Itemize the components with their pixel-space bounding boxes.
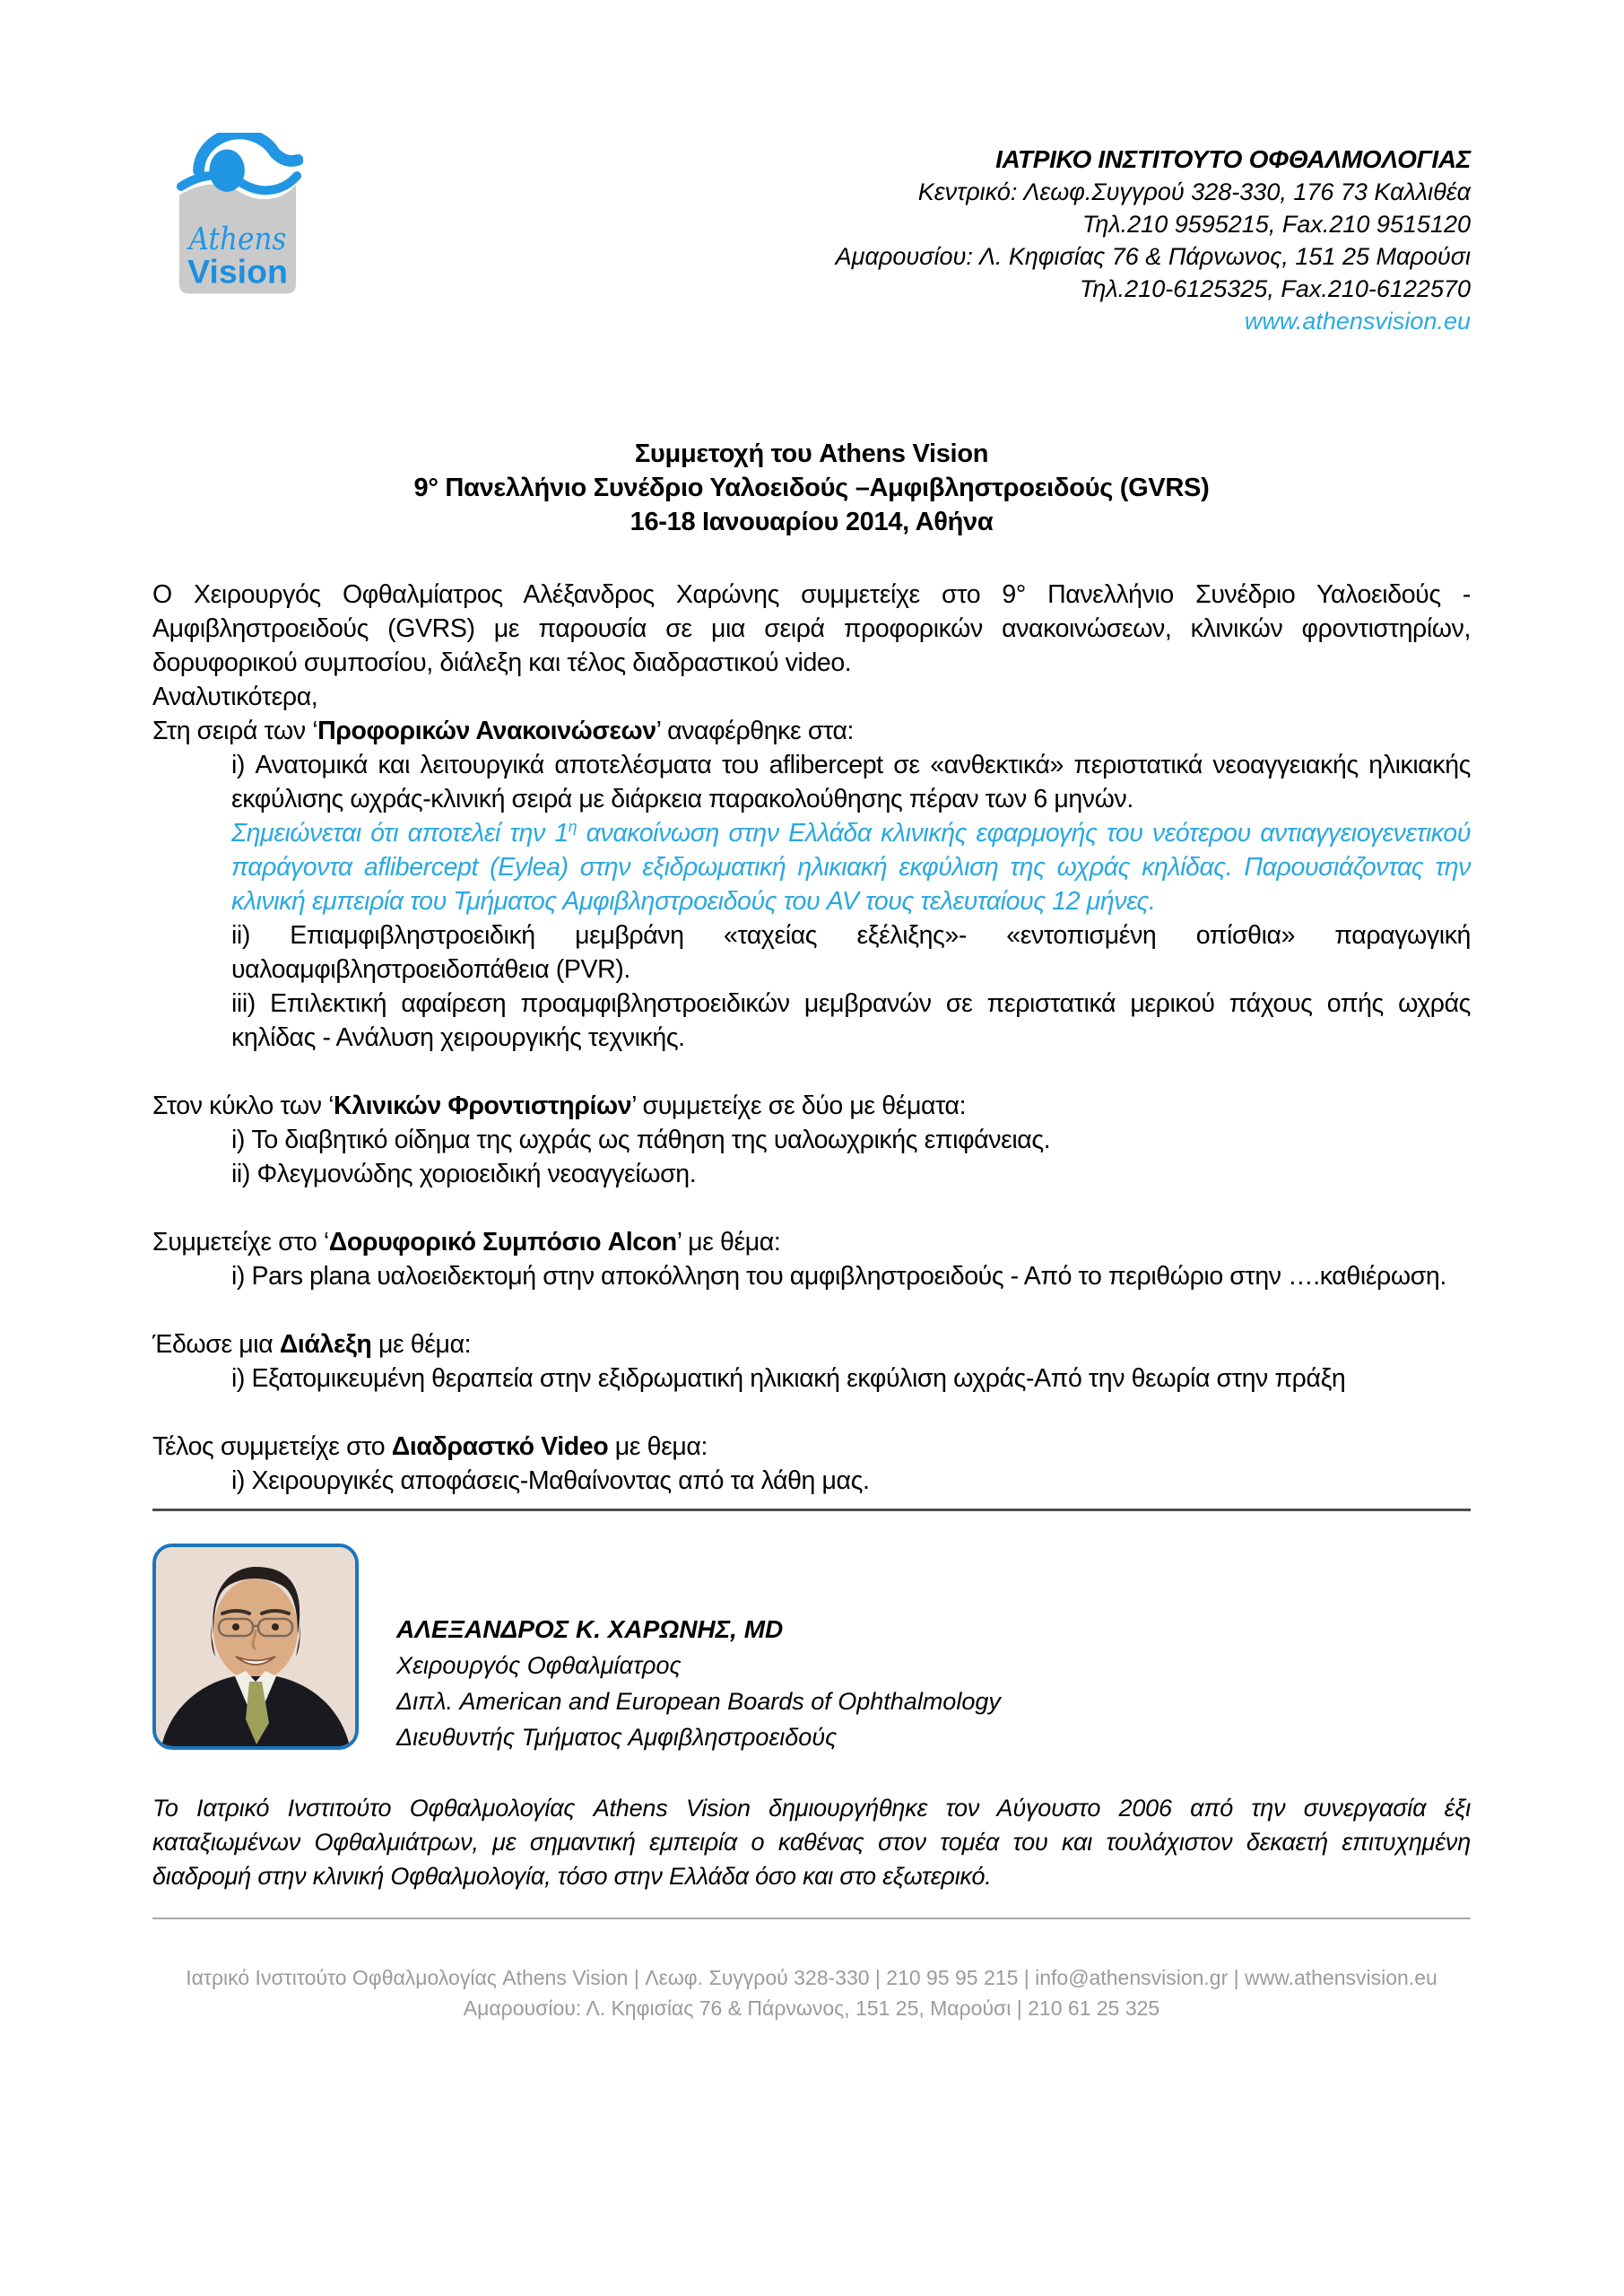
symposium-heading-prefix: Συμμετείχε στο ‘ bbox=[152, 1228, 329, 1257]
letterhead bbox=[0, 0, 1624, 350]
workshops-heading-bold: Κλινικών Φροντιστηρίων bbox=[334, 1091, 632, 1120]
oral-item-1: i) Ανατομικά και λειτουργικά αποτελέσματα του aflibercept σε «ανθεκτικά» περιστατικά νεοαγγειακής ηλικιακής εκφύλισης ωχράς-κλινική σειρά με διάρκεια παρακολούθησης πέραν των 6 μηνών. bbox=[231, 751, 1471, 813]
letterhead-contact-block bbox=[152, 144, 1471, 337]
divider-top bbox=[152, 1509, 1471, 1511]
section-clinical-workshops bbox=[152, 1089, 1471, 1191]
athens-vision-logo bbox=[170, 133, 303, 298]
lecture-heading bbox=[152, 1327, 1471, 1361]
marousi-address: Αμαρουσίου: Λ. Κηφισίας 76 & Πάρνωνος, 151 25 Μαρούσι bbox=[835, 243, 1471, 270]
central-address: Κεντρικό: Λεωφ.Συγγρού 328-330, 176 73 Καλλιθέα bbox=[917, 178, 1471, 205]
eye-logo-icon bbox=[170, 133, 303, 298]
doctor-position: Διευθυντής Τμήματος Αμφιβληστροειδούς bbox=[396, 1724, 838, 1751]
workshops-heading-suffix: ’ συμμετείχε σε δύο με θέματα: bbox=[631, 1091, 967, 1120]
logo-word-vision: Vision bbox=[187, 252, 288, 291]
oral-item-2: ii) Επιαμφιβληστροειδική μεμβράνη «ταχείας εξέλιξης»- «εντοπισμένη οπίσθια» παραγωγική υαλοαμφιβληστροειδοπάθεια (PVR). bbox=[231, 921, 1471, 984]
marousi-phone: Τηλ.210-6125325, Fax.210-6122570 bbox=[1079, 275, 1471, 302]
footer-line-2: Αμαρουσίου: Λ. Κηφισίας 76 & Πάρνωνος, 151 25, Μαρούσι | 210 61 25 325 bbox=[463, 1996, 1160, 2020]
workshops-item-2: ii) Φλεγμονώδης χοριοειδική νεοαγγείωση. bbox=[231, 1160, 697, 1188]
symposium-heading-suffix: ’ με θέμα: bbox=[676, 1228, 781, 1257]
more-paragraph: Αναλυτικότερα, bbox=[152, 683, 318, 711]
doctor-portrait-photo bbox=[152, 1544, 359, 1750]
doctor-credentials bbox=[359, 1544, 1001, 1755]
lecture-heading-prefix: Έδωσε μια bbox=[152, 1330, 280, 1359]
oral-heading bbox=[152, 714, 1471, 748]
oral-heading-suffix: ’ αναφέρθηκε στα: bbox=[656, 717, 855, 745]
video-heading-bold: Διαδραστκό Video bbox=[391, 1432, 609, 1461]
workshops-heading-prefix: Στον κύκλο των ‘ bbox=[152, 1091, 334, 1120]
title-line-3: 16-18 Ιανουαρίου 2014, Αθήνα bbox=[630, 508, 994, 536]
video-heading-suffix: με θεμα: bbox=[608, 1432, 708, 1461]
title-line-2: 9° Πανελλήνιο Συνέδριο Υαλοειδούς –Αμφιβληστροειδούς (GVRS) bbox=[413, 474, 1210, 502]
portrait-illustration bbox=[156, 1547, 355, 1746]
video-heading bbox=[152, 1430, 1471, 1464]
oral-note-part1: Σημειώνεται ότι αποτελεί την 1 bbox=[231, 819, 569, 848]
workshops-heading bbox=[152, 1089, 1471, 1123]
symposium-heading bbox=[152, 1225, 1471, 1259]
section-lecture bbox=[152, 1327, 1471, 1396]
lecture-item-1: i) Εξατομικευμένη θεραπεία στην εξιδρωματική ηλικιακή εκφύλιση ωχράς-Από την θεωρία στην πράξη bbox=[231, 1364, 1346, 1393]
lecture-heading-suffix: με θέμα: bbox=[371, 1330, 472, 1359]
section-interactive-video bbox=[152, 1430, 1471, 1498]
title-line-1: Συμμετοχή του Athens Vision bbox=[634, 439, 989, 468]
oral-heading-prefix: Στη σειρά των ‘ bbox=[152, 717, 318, 745]
organization-name: ΙΑΤΡΙΚΟ ΙΝΣΤΙΤΟΥΤΟ ΟΦΘΑΛΜΟΛΟΓΙΑΣ bbox=[995, 145, 1471, 173]
oral-note-superscript: η bbox=[568, 817, 578, 836]
website-link[interactable]: www.athensvision.eu bbox=[1244, 308, 1471, 335]
doctor-diploma: Διπλ. American and European Boards of Ophthalmology bbox=[396, 1688, 1001, 1715]
symposium-heading-bold: Δορυφορικό Συμπόσιο Alcon bbox=[328, 1228, 677, 1257]
oral-item-3: iii) Επιλεκτική αφαίρεση προαμφιβληστροειδικών μεμβρανών σε περιστατικά μερικού πάχους οπής ωχράς κηλίδας - Ανάλυση χειρουργικής τεχνικής. bbox=[231, 989, 1471, 1052]
video-item-1: i) Χειρουργικές αποφάσεις-Μαθαίνοντας από τα λάθη μας. bbox=[231, 1466, 870, 1495]
document-body bbox=[152, 578, 1471, 1498]
page-footer bbox=[152, 1962, 1471, 2023]
section-oral-announcements bbox=[152, 714, 1471, 1055]
oral-note-part2: ανακοίνωση στην Ελλάδα κλινικής εφαρμογής του νεότερου αντιαγγειογενετικού παράγοντα aflibercept (Eylea) στην εξιδρωματική ηλικιακή εκφύλιση της ωχράς κηλίδας. Παρουσιάζοντας την κλινική εμπειρία του Τμήματος Αμφιβληστροειδούς του AV τους τελευταίους 12 μήνες. bbox=[231, 819, 1471, 916]
document-title bbox=[152, 437, 1471, 539]
lecture-heading-bold: Διάλεξη bbox=[279, 1330, 372, 1359]
doctor-role: Χειρουργός Οφθαλμίατρος bbox=[396, 1652, 682, 1679]
logo-word-athens: Athens bbox=[188, 221, 287, 257]
section-satellite-symposium bbox=[152, 1225, 1471, 1293]
doctor-name: ΑΛΕΞΑΝΔΡΟΣ Κ. ΧΑΡΩΝΗΣ, MD bbox=[396, 1615, 784, 1643]
doctor-profile bbox=[152, 1544, 1471, 1755]
central-phone: Τηλ.210 9595215, Fax.210 9515120 bbox=[1081, 211, 1471, 238]
workshops-item-1: i) Το διαβητικό οίδημα της ωχράς ως πάθηση της υαλοωχρικής επιφάνειας. bbox=[231, 1126, 1051, 1154]
symposium-item-1: i) Pars plana υαλοειδεκτομή στην αποκόλληση του αμφιβληστροειδούς - Από το περιθώριο στην ….καθιέρωση. bbox=[231, 1262, 1446, 1291]
footer-line-1: Ιατρικό Ινστιτούτο Οφθαλμολογίας Athens Vision | Λεωφ. Συγγρού 328-330 | 210 95 95 215 | info@athensvision.gr | www.athensvision.eu bbox=[186, 1966, 1437, 1989]
about-institute-paragraph: Το Ιατρικό Ινστιτούτο Οφθαλμολογίας Athens Vision δημιουργήθηκε τον Αύγουστο 2006 από την συνεργασία έξι καταξιωμένων Οφθαλμιάτρων, με σημαντική εμπειρία ο καθένας στον τομέα του και τουλάχιστον δεκαετή επιτυχημένη διαδρομή στην κλινική Οφθαλμολογία, τόσο στην Ελλάδα όσο και στο εξωτερικό. bbox=[152, 1795, 1471, 1890]
video-heading-prefix: Τέλος συμμετείχε στο bbox=[152, 1432, 392, 1461]
divider-bottom bbox=[152, 1918, 1471, 1919]
oral-note bbox=[152, 816, 1471, 918]
intro-paragraph: Ο Χειρουργός Οφθαλμίατρος Αλέξανδρος Χαρώνης συμμετείχε στο 9° Πανελλήνιο Συνέδριο Υαλοειδούς - Αμφιβληστροειδούς (GVRS) με παρουσία σε μια σειρά προφορικών ανακοινώσεων, κλινικών φροντιστηρίων, δορυφορικού συμποσίου, διάλεξη και τέλος διαδραστικού video. bbox=[152, 580, 1471, 677]
oral-heading-bold: Προφορικών Ανακοινώσεων bbox=[317, 717, 656, 745]
